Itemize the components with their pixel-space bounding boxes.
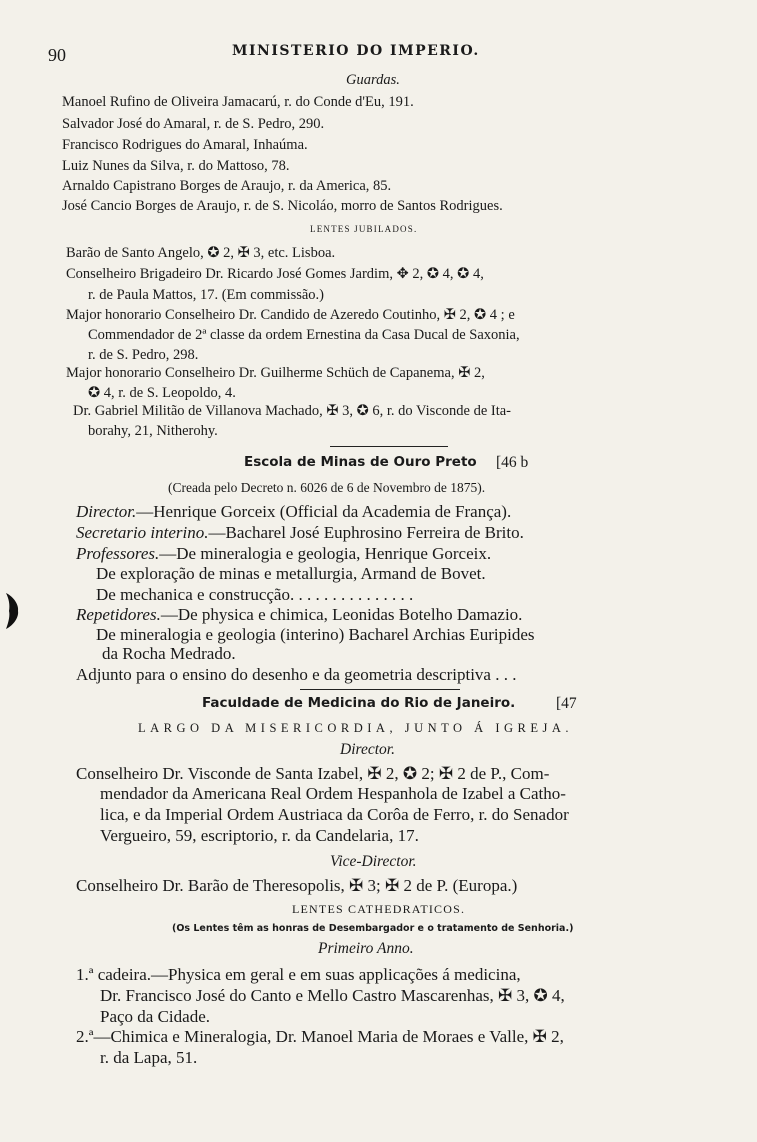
escola-secretario-line [76,524,524,541]
role-text: —Bacharel José Euphrosino Ferreira de Brito. [208,523,524,542]
cadeira-line: Paço da Cidade. [100,1007,210,1026]
guardas-line: Salvador José do Amaral, r. de S. Pedro, 290. [62,116,325,132]
escola-line: De exploração de minas e metallurgia, Armand de Bovet. [96,564,486,583]
cadeira-line: 1.ª cadeira.—Physica em geral e em suas applicações á medicina, [76,965,521,984]
jubilado-line: Major honorario Conselheiro Dr. Guilherme Schüch de Capanema, ✠ 2, [66,365,485,381]
escola-line: De mineralogia e geologia (interino) Bacharel Archias Euripides [96,625,535,644]
jubilado-line: Conselheiro Brigadeiro Dr. Ricardo José Gomes Jardim, ✥ 2, ✪ 4, ✪ 4, [66,266,484,282]
jubilado-line: Commendador de 2ª classe da ordem Ernestina da Casa Ducal de Saxonia, [88,327,520,343]
lentes-cathedraticos-heading: LENTES CATHEDRATICOS. [292,902,466,916]
director-heading: Director. [340,741,395,758]
escola-line: De mechanica e construcção. . . . . . . . . . . . . . . [96,585,414,604]
guardas-line: Luiz Nunes da Silva, r. do Mattoso, 78. [62,158,290,174]
lentes-note: (Os Lentes têm as honras de Desembargador e o tratamento de Senhoria.) [172,923,574,934]
section-divider [330,446,448,447]
primeiro-anno-heading: Primeiro Anno. [318,940,414,957]
director-line: lica, e da Imperial Ordem Austriaca da Corôa de Ferro, r. do Senador [100,805,569,824]
role-label: Professores. [76,544,160,563]
escola-repetidores-line [76,606,522,623]
director-line: Vergueiro, 59, escriptorio, r. da Candelaria, 17. [100,826,419,845]
role-label: Director. [76,502,137,521]
role-text: —De physica e chimica, Leonidas Botelho Damazio. [160,605,523,624]
guardas-line: Manoel Rufino de Oliveira Jamacarú, r. do Conde d'Eu, 191. [62,94,414,110]
escola-professores-line [76,545,491,562]
director-line: Conselheiro Dr. Visconde de Santa Izabel, ✠ 2, ✪ 2; ✠ 2 de P., Com- [76,764,550,783]
faculdade-address: LARGO DA MISERICORDIA, JUNTO Á IGREJA. [138,721,574,735]
director-line: mendador da Americana Real Ordem Hespanhola de Izabel a Catho- [100,784,566,803]
guardas-line: Arnaldo Capistrano Borges de Araujo, r. da America, 85. [62,178,392,194]
lentes-jubilados-heading: LENTES JUBILADOS. [310,224,418,234]
jubilado-line: Major honorario Conselheiro Dr. Candido de Azeredo Coutinho, ✠ 2, ✪ 4 ; e [66,307,515,323]
guardas-line: José Cancio Borges de Araujo, r. de S. Nicoláo, morro de Santos Rodrigues. [62,198,503,214]
escola-line: Adjunto para o ensino do desenho e da geometria descriptiva . . . [76,665,517,684]
role-text: —De mineralogia e geologia, Henrique Gorceix. [159,544,492,563]
escola-minas-creation: (Creada pelo Decreto n. 6026 de 6 de Novembro de 1875). [168,480,486,495]
escola-minas-ref: [46 b [496,454,529,471]
jubilado-line: Dr. Gabriel Militão de Villanova Machado, ✠ 3, ✪ 6, r. do Visconde de Ita- [73,403,511,419]
jubilado-line: r. de S. Pedro, 298. [88,347,199,363]
role-label: Secretario interino. [76,523,209,542]
escola-director-line [76,503,511,520]
cadeira-line: Dr. Francisco José do Canto e Mello Castro Mascarenhas, ✠ 3, ✪ 4, [100,986,565,1005]
cadeira-line: 2.ª—Chimica e Mineralogia, Dr. Manoel Maria de Moraes e Valle, ✠ 2, [76,1027,564,1046]
faculdade-ref: [47 [556,695,577,712]
role-label: Repetidores. [76,605,161,624]
jubilado-line: r. de Paula Mattos, 17. (Em commissão.) [88,287,324,303]
margin-ink-mark [4,591,20,631]
page-number: 90 [48,45,66,65]
guardas-heading: Guardas. [346,72,400,88]
section-divider [300,689,460,690]
jubilado-line: Barão de Santo Angelo, ✪ 2, ✠ 3, etc. Lisboa. [66,245,336,261]
jubilado-line: borahy, 21, Nitherohy. [88,423,218,439]
faculdade-heading: Faculdade de Medicina do Rio de Janeiro. [202,695,516,711]
escola-line: da Rocha Medrado. [102,644,236,663]
vice-director-heading: Vice-Director. [330,853,417,870]
role-text: —Henrique Gorceix (Official da Academia de França). [136,502,512,521]
escola-minas-heading: Escola de Minas de Ouro Preto [244,454,477,470]
vice-director-line: Conselheiro Dr. Barão de Theresopolis, ✠ 3; ✠ 2 de P. (Europa.) [76,876,518,895]
page-header-title: MINISTERIO DO IMPERIO. [232,43,480,59]
guardas-line: Francisco Rodrigues do Amaral, Inhaúma. [62,137,308,153]
cadeira-line: r. da Lapa, 51. [100,1048,198,1067]
jubilado-line: ✪ 4, r. de S. Leopoldo, 4. [88,385,236,401]
